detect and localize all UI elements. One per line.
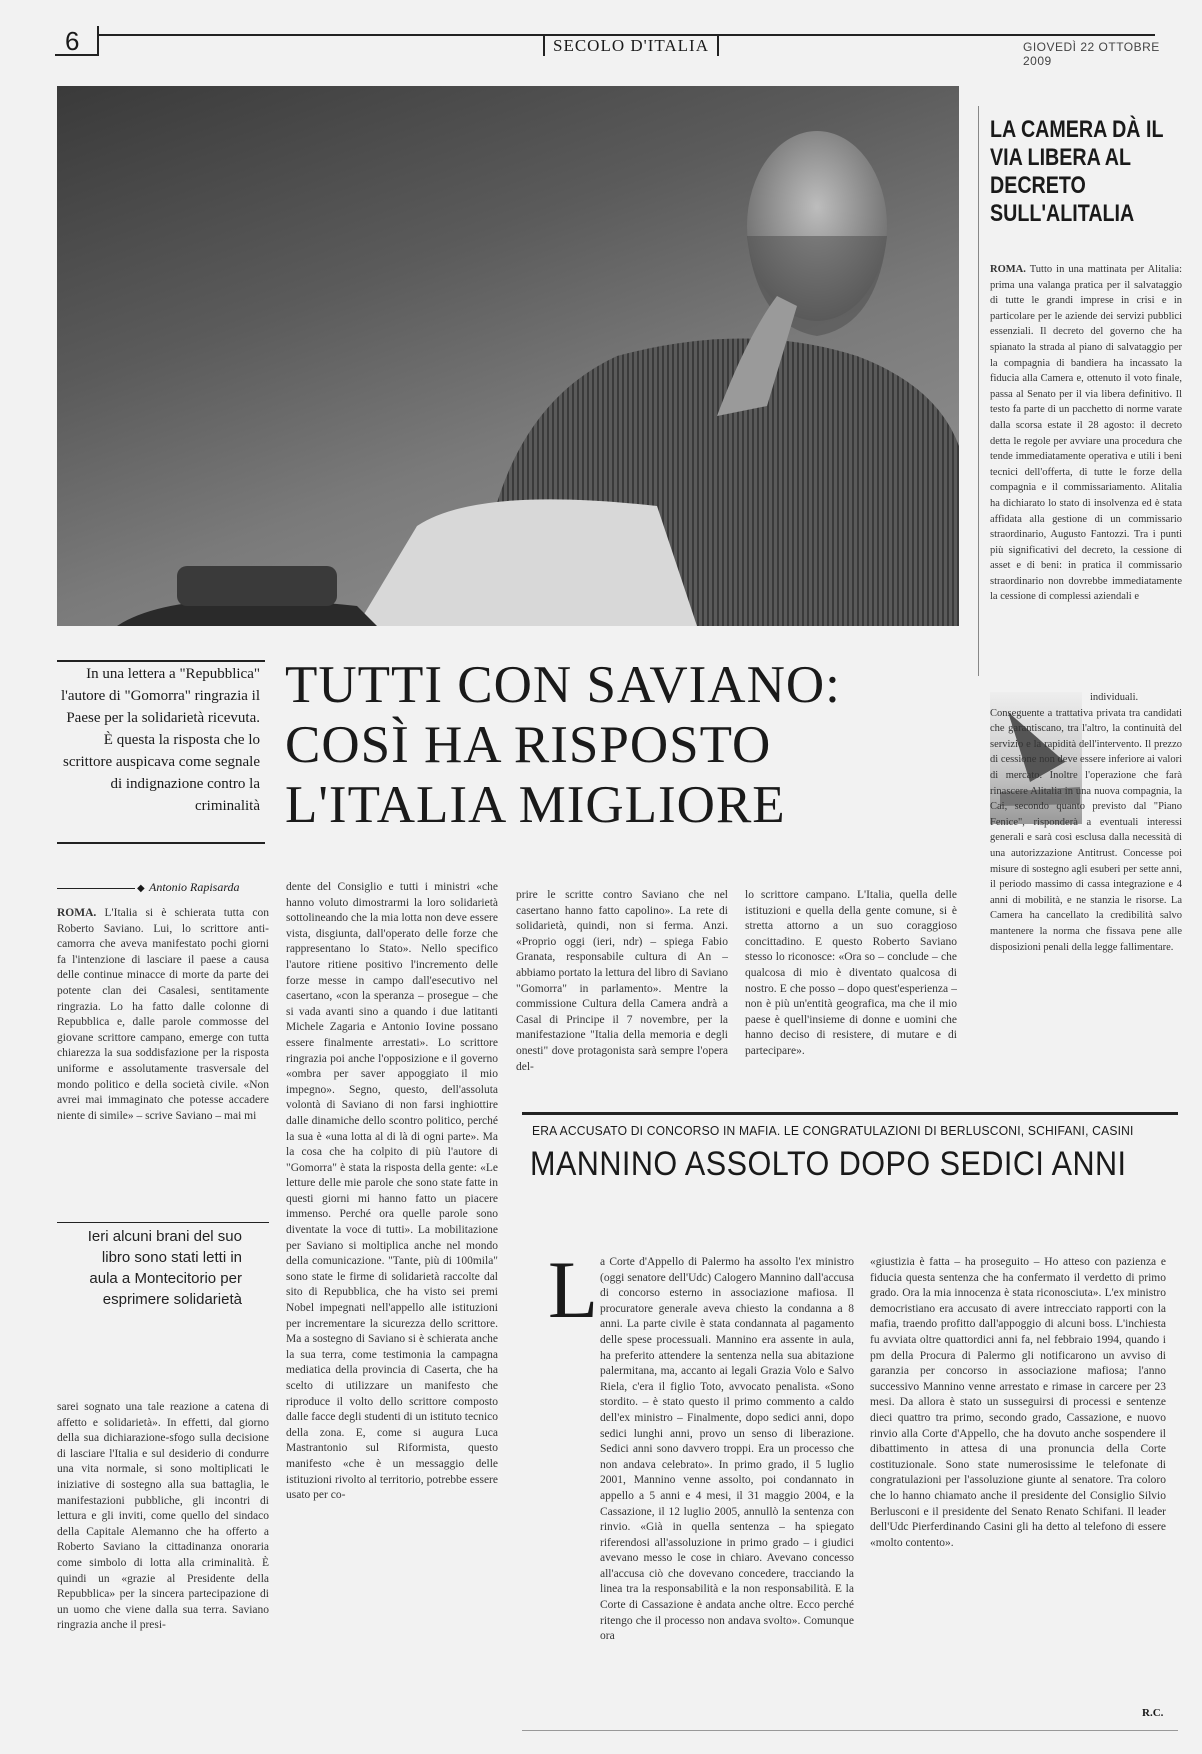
byline: Antonio Rapisarda: [149, 880, 240, 894]
pullquote-rule: [57, 1222, 269, 1223]
article-col-4: lo scrittore campano. L'Italia, quella delle istituzioni e quella della gente comune, si è stretta attorno a un suo coraggioso concittadino. E questo Roberto Saviano stesso lo riconosce: «Ora so – conclude – che qualcosa di mio è diventato qualcosa di nostro. E che posso – dopo quest'esperienza – non è più un'entità geografica, ma che il mio paese è quell'insieme di donne e uomini che hanno deciso di resistere, di mutare e di partecipare».: [745, 889, 957, 1057]
mannino-title: MANNINO ASSOLTO DOPO SEDICI ANNI: [530, 1145, 1127, 1183]
headline-line-3: L'ITALIA MIGLIORE: [285, 776, 786, 834]
saviano-photo: [57, 86, 959, 626]
mannino-box: [522, 1112, 1178, 1731]
headline: [285, 655, 965, 835]
article-col-2: dente del Consiglio e tutti i ministri «che hanno voluto dimostrarmi la loro solidarietà sottolineando che la mia lotta non deve essere vista, disgiunta, dall'operato delle forze che rappresentano lo Stato». Nello specifico l'autore ritiene positivo l'incremento delle forze messe in campo dall'esecutivo nel casertano, «con la speranza – prosegue – che si vada avanti sino a quando i due latitanti Michele Zagaria e Antonio Iovine possano essere finalmente arrestati». Lo scrittore ringrazia poi anche l'opposizione e il governo «ombra per saver appoggiato il mio impegno». Segno, questo, dell'assoluta volontà di Saviano di non farsi inghiottire dalle dinamiche dello scontro politico, perché la sua è «una lotta al di là di ogni parte». Ma la cosa che ha colpito di più l'autore di "Gomorra" è stata la risposta della gente: «Le letture delle mie parole che sono state fatte in questi giorni mi hanno fatto un piacere immenso. Perché ora quelle parole sono diventate la voce di tutti». La mobilitazione per Saviano si moltiplica anche nel mondo della comunicazione. "Tante, più di 100mila" sono state le firme di solidarietà raccolte dal sito di Repubblica, che ha visto sei premi Nobel impegnati nell'appello alle istituzioni per incrementare la sicurezza dello scrittore. Ma a sostegno di Saviano si è schierata anche la sua terra, come testimonia la campagna mediatica della provincia di Caserta, che ha scelto di utilizzare un manifesto che riproduce il volto dello scrittore composto dalle facce degli studenti di un istituto tecnico della zona. E, come si augura Luca Mastrantonio sul Riformista, questo manifesto «che è un messaggio delle istituzioni rivolto al territorio, potrebbe essere usato per co-: [286, 881, 498, 1502]
photo-illustration: [57, 86, 959, 626]
mannino-dropcap: L: [548, 1244, 599, 1335]
article-col-1-text: L'Italia si è schierata tutta con Roberto Saviano. Lui, lo scrittore anti-camorra che aveva manifestato pochi giorni fa l'intenzione di lasciare il paese a causa delle continue minacce di morte da parte dei potente clan dei Casalesi, sentitamente ringrazia. Lo ha fatto dalle colonne di Repubblica e, dalle parole commosse del giovane scrittore campano, emerge con tutta chiarezza la sua soddisfazione per la risposta uniforme e assolutamente trasversale del mondo politico e della società civile. «Non avrei mai immaginato che potesse accadere niente di simile» – scrive Saviano – mai mi: [57, 907, 269, 1122]
page-header: [55, 26, 1175, 68]
sidebar-dateline: ROMA.: [990, 264, 1026, 275]
headline-line-1: TUTTI CON SAVIANO:: [285, 656, 841, 714]
mannino-col-2: «giustizia è fatta – ha proseguito – Ho atteso con pazienza e fiducia questa sentenza che ha confermato il verdetto di primo grado. Ora la mia innocenza è stata riconosciuta». L'ex ministro democristiano era accusato di avere intrecciato rapporti con la mafia, traendo profitto dall'appoggio di alcuni boss. L'inchiesta fu avviata oltre quattordici anni fa, nel febbraio 1994, quando i pm della Procura di Palermo gli notificarono un avviso di garanzia per concorso in associazione mafiosa; l'anno successivo Mannino venne arrestato e rimase in carcere per 23 mesi. Da allora è stato un susseguirsi di processi e sentenze dieci quattro tra primo, secondo grado, Cassazione, e nuovo rinvio alla Corte d'Appello, che ha dovuto anche sospendere il dibattimento in attesa di una pronuncia della Corte costituzionale. Sono state numerosissime le telefonate di congratulazioni per l'assoluzione giunte al senatore. Tra coloro che lo hanno chiamato anche il presidente del Consiglio Silvio Berlusconi e il presidente del Senato Renato Schifani. Il leader dell'Udc Pierferdinando Casini gli ha detto al telefono di essere «molto contento».: [870, 1256, 1166, 1549]
byline-diamond: ◆: [137, 883, 145, 894]
sidebar-body-1: [990, 262, 1182, 687]
page-number-box: [55, 26, 99, 56]
article-col-1-top: [57, 906, 269, 1206]
mannino-kicker: ERA ACCUSATO DI CONCORSO IN MAFIA. LE CONGRATULAZIONI DI BERLUSCONI, SCHIFANI, CASINI: [532, 1123, 1134, 1138]
issue-date: GIOVEDÌ 22 OTTOBRE 2009: [1023, 40, 1160, 68]
headline-line-2: COSÌ HA RISPOSTO: [285, 716, 772, 774]
article-col-1-bottom: sarei sognato una tale reazione a catena di affetto e solidarietà». In effetti, dal giorno della sua dichiarazione-sfogo sulla decisione di lasciare l'Italia e sul desiderio di condurre una vita normale, si sono moltiplicati le iniziative di sostegno alla sua battaglia, le manifestazioni pubbliche, gli incontri di lettura e gli inviti, come quello del sindaco della Capitale Alemanno che ha offerto a Roberto Saviano la cittadinanza onoraria come simbolo di lotta alla criminalità. È quindi un «grazie al Presidente della Repubblica» per la sincera partecipazione di un uomo che viene dalla sua terra. Saviano ringrazia anche il presi-: [57, 1401, 269, 1632]
deck: In una lettera a "Repubblica" l'autore di "Gomorra" ringrazia il Paese per la solidarietà ricevuta. È questa la risposta che lo scrittore auspicava come segnale di indignazione contro la criminalità: [60, 666, 260, 814]
article-col-3: prire le scritte contro Saviano che nel casertano hanno fatto capolino». La rete di solidarietà, quindi, non si ferma. Anzi. «Proprio oggi (ieri, ndr) – spiega Fabio Granata, responsabile cultura di An – abbiamo portato la lettura del libro di Saviano "Gomorra" in parlamento». Mentre la commissione Cultura della Camera andrà a Casal di Principe il 7 novembre, per la manifestazione "Italia della memoria e degli onesti" dove protagonista sarà sempre l'opera del-: [516, 889, 728, 1073]
sidebar-text-1: Tutto in una mattinata per Alitalia: prima una valanga pratica per il salvataggio di tutte le grandi imprese in crisi e in particolare per le aziende dei servizi pubblici essenziali. Il decreto del governo che ha spianato la strada al piano di salvataggio per la compagnia di bandiera ha incassato la fiducia alla Camera e, ottenuto il voto finale, passa al Senato per il via libera definitivo. Il testo fa parte di un pacchetto di norme varate dalla scorsa estate il 28 agosto: il decreto detta le regole per avviare una procedura che tende immediatamente operativa e utili i beni tecnici dell'offerta, di tutte le forze della compagnia e il commissariamento. Alitalia ha dichiarato lo stato di insolvenza ed è stata affidata alla gestione di un commissario straordinario, Augusto Fantozzi. Tra i punti più significativi del decreto, la cessione di asset e di beni: in pratica il commissario straordinario non dovrebbe immediatamente la cessione di complessi aziendali e: [990, 264, 1182, 603]
mannino-signature: R.C.: [1142, 1707, 1164, 1719]
masthead: SECOLO D'ITALIA: [543, 36, 719, 56]
page-number: 6: [65, 26, 80, 56]
sidebar-title: LA CAMERA DÀ IL VIA LIBERA AL DECRETO SULL'ALITALIA: [990, 116, 1164, 227]
pullquote: Ieri alcuni brani del suo libro sono stati letti in aula a Montecitorio per esprimere solidarietà: [87, 1228, 242, 1308]
byline-rule: [57, 888, 135, 889]
sidebar-body-2: individuali. Conseguente a trattativa privata tra candidati che garantiscano, tra l'altro, la continuità del servizio e la rapidità dell'intervento. Il prezzo di cessione non deve essere inferiore ai valori di mercato. Inoltre l'operazione che farà rinascere Alitalia in una nuova compagnia, la Cai, secondo quanto previsto dal "Piano Fenice", risponderà a eventuali interessi generali e sarà così esclusa dalla necessità di una autorizzazione Antitrust. Concesse poi misure di sostegno agli esuberi per sette anni, il periodo massimo di cassa integrazione e 4 anni di mobilità, e ne stanzia le risorse. La Camera ha cancellato la credibilità salvo mantenere la norma che fissava pene alle disposizioni penali della legge fallimentare.: [990, 692, 1182, 953]
mannino-col-1: a Corte d'Appello di Palermo ha assolto l'ex ministro (oggi senatore dell'Udc) Calogero Mannino dall'accusa di concorso esterno in associazione mafiosa. Il procuratore generale aveva chiesto la condanna a 8 anni. La parte civile è stata condannata al pagamento delle spese processuali. Mannino era assente in aula, ha preferito attendere la sentenza nella sua abitazione palermitana, ma, accanto ai legali Grazia Volo e Salvo Riela, c'era il figlio Toto, avvocato penalista. «Sono stordito. – è stato questo il primo commento a caldo dell'ex ministro – Finalmente, dopo sedici anni, dopo sedici lunghi anni, provo un senso di liberazione. Sedici anni sono davvero troppi. Era un processo che non andava celebrato». In primo grado, il 5 luglio 2001, Mannino venne assolto, poi condannato in appello a 5 anni e 4 mesi, il 31 maggio 2004, e la Cassazione, il 12 luglio 2005, annullò la sentenza con rinvio. «Già in quella sentenza – ha spiegato riferendosi all'assoluzione in primo grado – i giudici avevano messo le cose in chiaro. Avevano concesso all'accusa ciò che dovevano concedere, tracciando la linea tra la responsabilità e la non responsabilità. E la Corte di Cassazione è andata anche oltre. Ecco perché ritengo che il processo non andava svolto». Comunque ora: [600, 1256, 854, 1643]
article-dateline: ROMA.: [57, 907, 97, 919]
